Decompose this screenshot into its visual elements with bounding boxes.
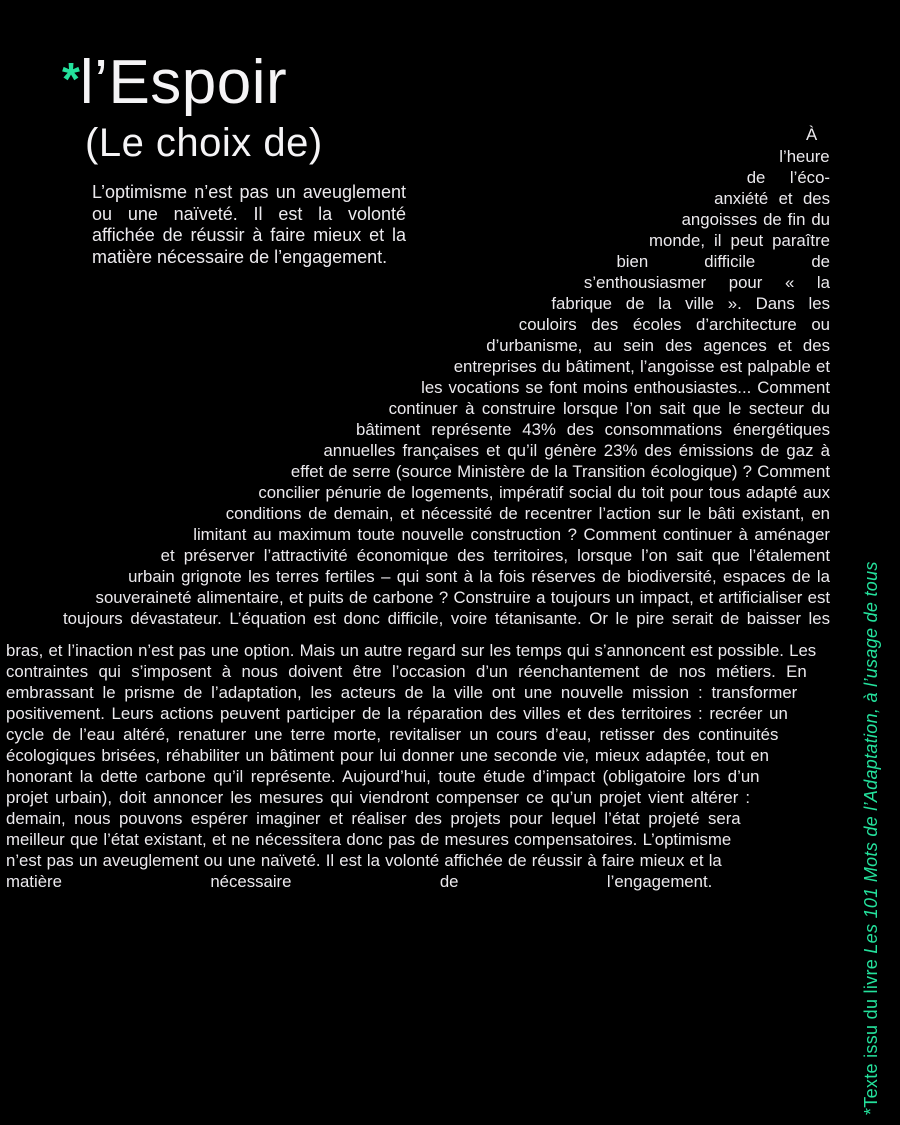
body-paragraph: À l’heure de l’éco-anxiété et des angoisses de fin du monde, il peut paraître bien difficile de s’enthousiasmer pour « la fabrique de la ville ». Dans les couloirs des écoles d’architecture ou d’urbanisme, au sein des agences et des entreprises du bâtiment, l’angoisse est palpable et les vocations se font moins enthousiastes... Comment continuer à construire lorsque l’on sait que le secteur du bâtiment représente 43% des consommations énergétiques annuelles françaises et qu’il génère 23% des émissions de gaz à effet de serre (source Ministère de la Transition écologique) ? Comment concilier pénurie de logements, impératif social du toit pour tous adapté aux conditions de demain, et nécessité de recentrer l’action sur le bâti existant, en limitant au maximum toute nouvelle construction ? Comment continuer à aménager et préserver l’attractivité économique des territoires, lorsque l’on sait que l’étalement urbain grignote les terres fertiles – qui sont à la fois réserves de biodiversité, espaces de la souveraineté alimentaire, et puits de carbone ? Construire a toujours un impact, et artificialiser est toujours dévastateur. L’équation est donc difficile, voire tétanisante. Or le pire serait de baisser les bras, et l’inaction n’est pas une option. Mais un autre regard sur les temps qui s’annoncent est possible. Les contraintes qui s’imposent à nous doivent être l’occasion d’un réenchantement de nos métiers. En embrassant le prisme de l’adaptation, les acteurs de la ville ont une nouvelle mission : transformer positivement. Leurs actions peuvent participer de la réparation des villes et des territoires : recréer un cycle de l’eau altéré, renaturer une terre morte, revitaliser un cours d’eau, retisser des continuités écologiques brisées, réhabiliter un bâtiment pour lui donner une seconde vie, mieux adaptée, tout en honorant la dette carbone qu’il représente. Aujourd’hui, toute étude d’impact (obligatoire lors d’un projet urbain), doit annoncer les mesures qui viendront compenser ce qu’un projet vient altérer : demain, nous pouvons espérer imaginer et réaliser des projets pour lequel l’état projeté sera meilleur que l’état existant, et ne nécessitera donc pas de mesures compensatoires. L’optimisme n’est pas un aveuglement ou une naïveté. Il est la volonté affichée de réussir à faire mieux et la matière nécessaire de l’engagement. bbox=[6, 125, 830, 891]
page-title bbox=[62, 48, 422, 117]
body-text-block bbox=[6, 121, 830, 1125]
intro-paragraph: L’optimisme n’est pas un aveuglement ou une naïveté. Il est la volonté affichée de réussir à faire mieux et la matière nécessaire de l’engagement. bbox=[92, 182, 406, 267]
page-title-text: l’Espoir bbox=[79, 48, 288, 117]
page-subtitle: (Le choix de) bbox=[85, 121, 323, 165]
source-caption-prefix: *Texte issu du livre bbox=[861, 953, 881, 1115]
source-caption bbox=[858, 555, 884, 1115]
title-asterisk-icon: * bbox=[62, 53, 80, 105]
source-caption-book-title: Les 101 Mots de l’Adaptation, à l’usage de tous bbox=[861, 561, 881, 954]
